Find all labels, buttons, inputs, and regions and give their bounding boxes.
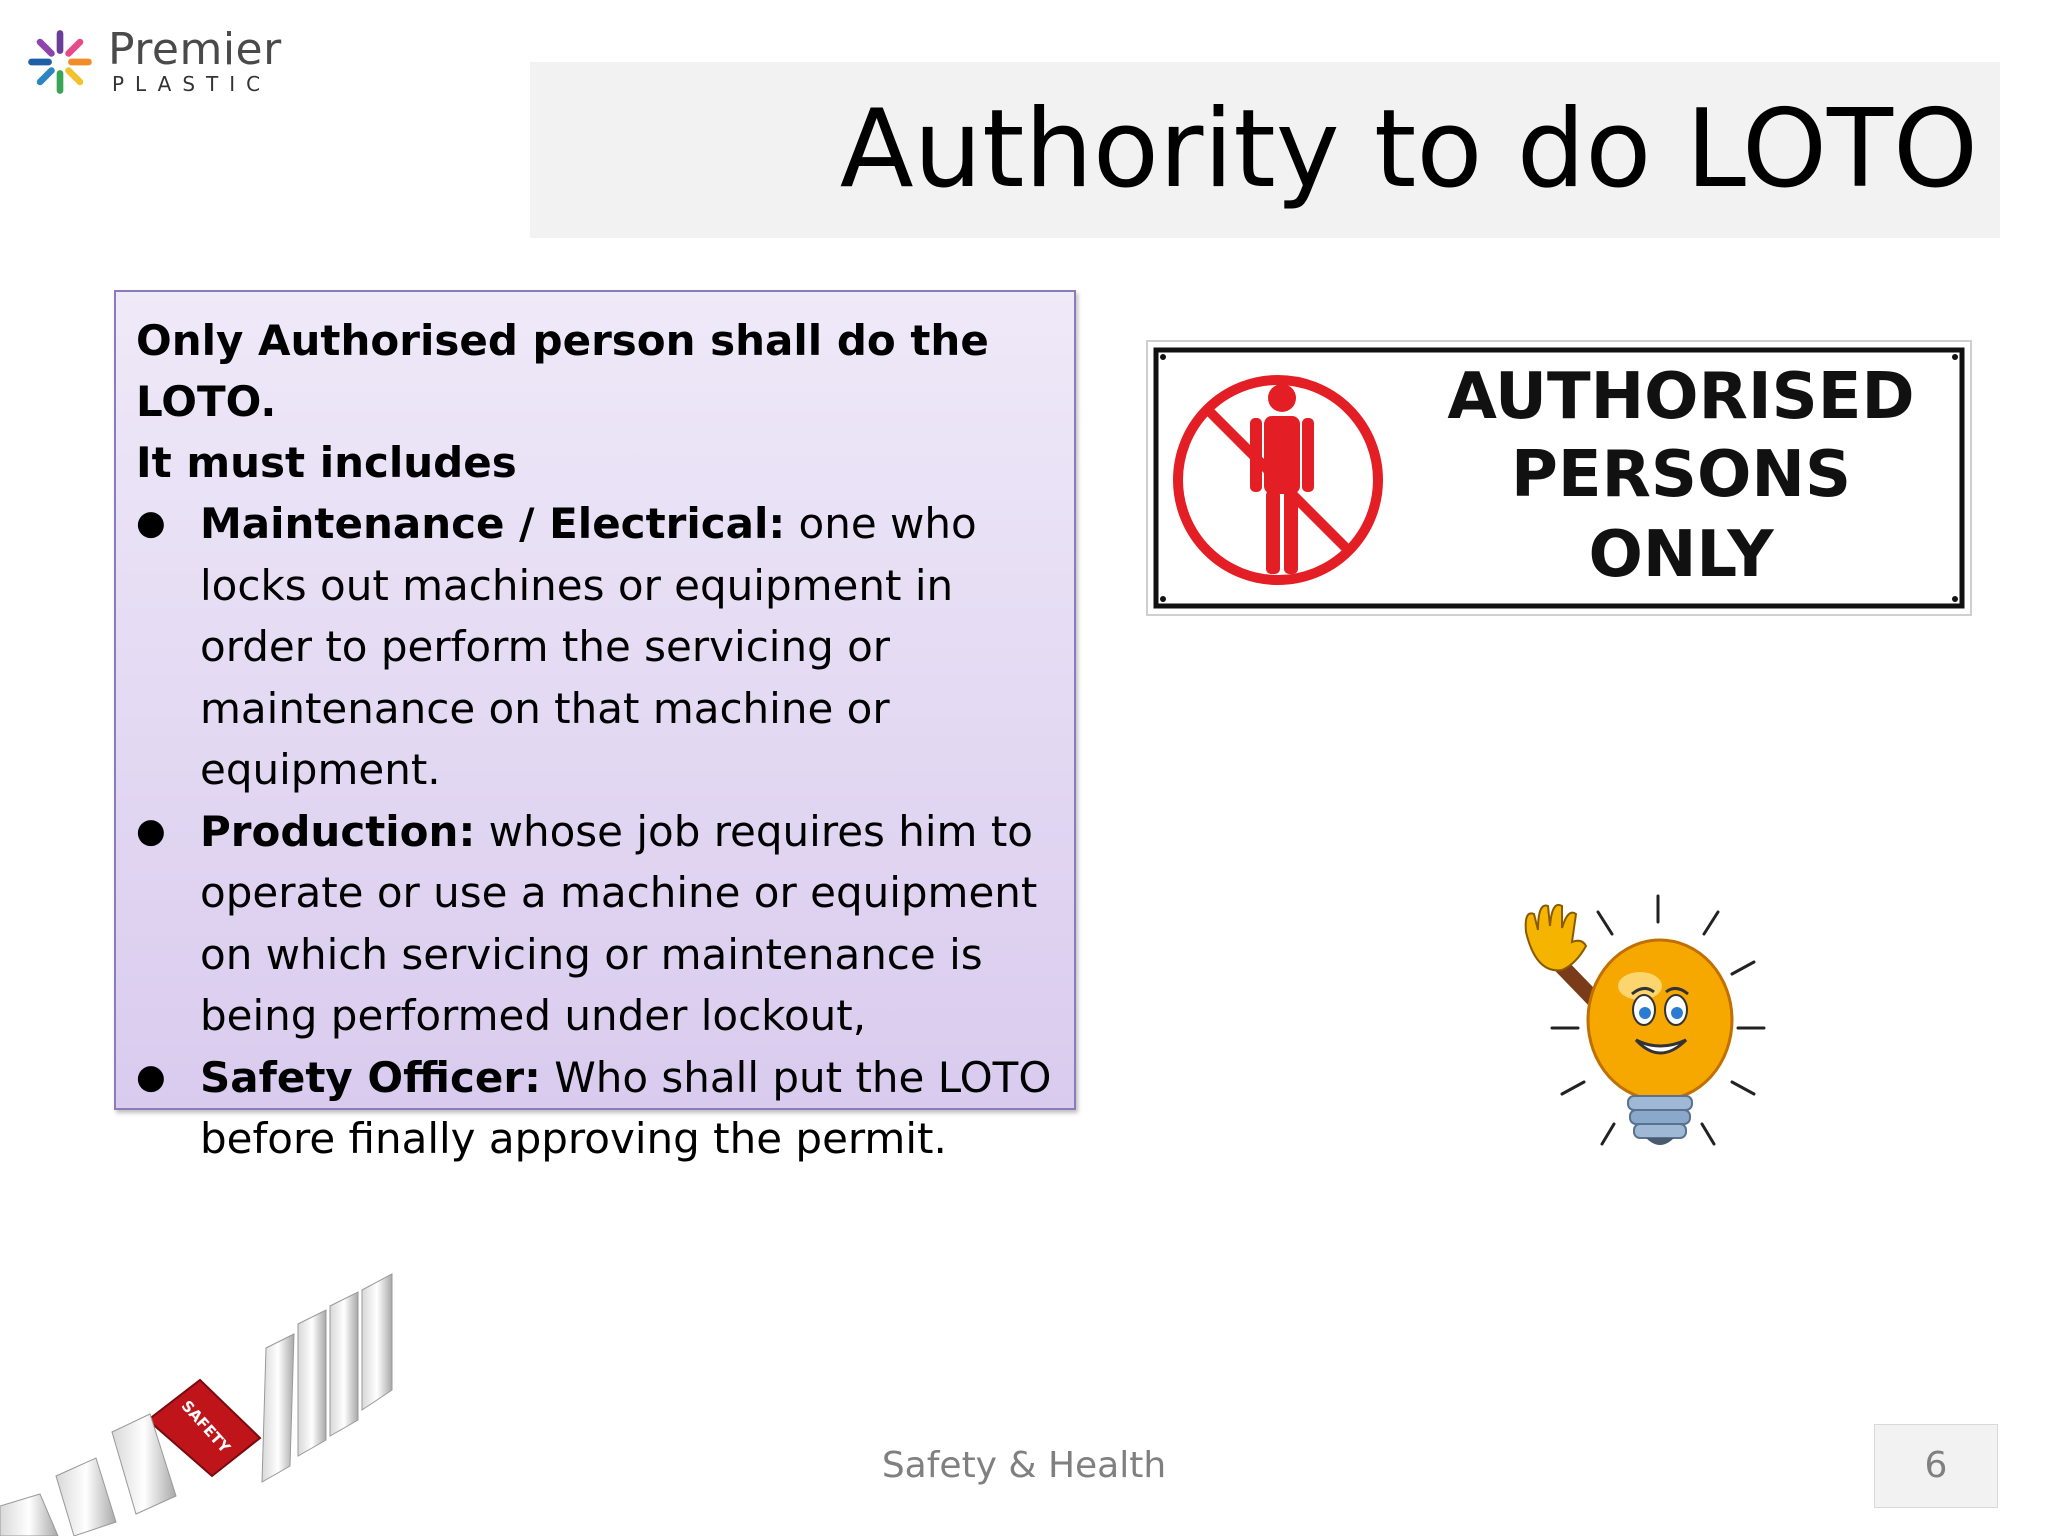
content-box (114, 290, 1076, 1163)
list-item-text: whose job requires him to operate or use a machine or equipment on which servicing or maintenance is being performed under lockout, (200, 806, 1038, 1040)
list-item-term: Production: (200, 806, 476, 856)
bullet-icon: ● (136, 1056, 166, 1097)
company-logo (22, 22, 292, 102)
logo-sub: PLASTIC (112, 72, 272, 96)
list-item-term: Safety Officer: (200, 1052, 541, 1102)
slide-title: Authority to do LOTO (839, 87, 1978, 212)
domino-label: SAFETY (177, 1396, 234, 1457)
page-number: 6 (1924, 1445, 1948, 1486)
page-number-box (1874, 1424, 1998, 1508)
bullet-icon: ● (136, 503, 166, 543)
sign-line-1: AUTHORISED (1447, 360, 1915, 434)
list-item (136, 1047, 1054, 1170)
title-bar (530, 62, 2000, 238)
logo-flower-icon (22, 24, 98, 100)
sign-line-3: ONLY (1588, 518, 1774, 592)
role-list (136, 493, 1054, 1170)
list-item (136, 493, 1054, 801)
lightbulb-character-icon (1490, 890, 1810, 1170)
list-item-text: Who shall put the LOTO before finally approving the permit. (200, 1052, 1052, 1163)
list-item-text: one who locks out machines or equipment in order to perform the servicing or maintenance on that machine or equipment. (200, 499, 977, 794)
list-item-term: Maintenance / Electrical: (200, 499, 786, 548)
intro-line-1: Only Authorised person shall do the LOTO. (136, 316, 989, 426)
list-item (136, 801, 1054, 1047)
safety-dominos-image (0, 1270, 400, 1536)
logo-name: Premier (108, 24, 282, 75)
authorised-persons-sign (1146, 340, 1972, 616)
sign-line-2: PERSONS (1510, 438, 1852, 512)
intro-line-2: It must includes (136, 438, 517, 487)
domino-icon (0, 1274, 392, 1536)
bullet-icon: ● (136, 810, 166, 851)
footer-text: Safety & Health (881, 1445, 1167, 1486)
